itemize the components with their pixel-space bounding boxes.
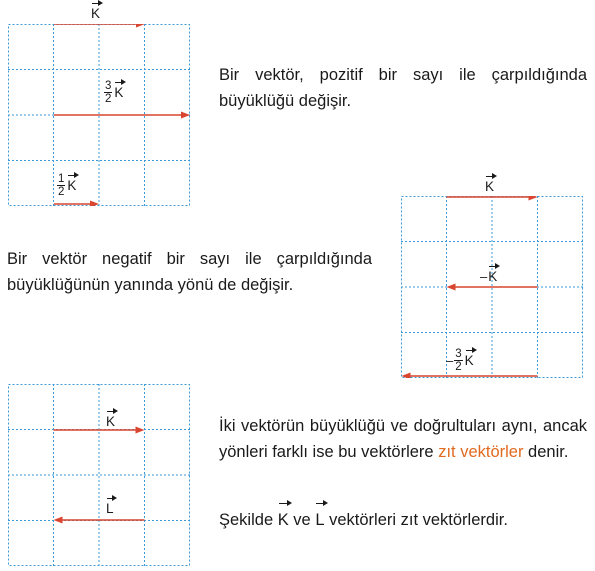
vector-half-k-arrow: [54, 201, 99, 207]
label-l: L: [106, 501, 114, 516]
figure-opposite-vectors: [8, 384, 190, 566]
grid-3: [8, 384, 190, 566]
vector-minus-three-halves-k-arrow: [402, 373, 538, 379]
paragraph-negative-scalar: Bir vektör negatif bir sayı ile çarpıldığında büyüklüğünün yanında yönü de değişir.: [7, 250, 372, 294]
grid-1: [8, 24, 190, 206]
label-k-2: K: [485, 179, 495, 194]
label-three-halves-k: $\frac{3}{2}$ K: [105, 80, 124, 105]
paragraph-opposite-vectors: İki vektörün büyüklüğü ve doğrultuları aynı, ancak yönleri farklı ise bu vektörlere zıt vektörler denir.: [219, 417, 587, 461]
paragraph-positive-scalar: Bir vektör, pozitif bir sayı ile çarpıldığında büyüklüğü değişir.: [219, 66, 587, 110]
label-k: K: [91, 6, 101, 21]
label-half-k: $\frac{1}{2}$ K: [58, 173, 77, 198]
label-minus-three-halves-k: – $\frac{3}{2}$ K: [446, 348, 474, 373]
figure-positive-scalar: [8, 24, 190, 206]
figure-negative-scalar: [401, 196, 583, 378]
vector-three-halves-k-arrow: [54, 112, 190, 119]
vector-k-arrow: [447, 196, 538, 201]
paragraph-example: Şekilde K ve L vektörleri zıt vektörlerdir.: [219, 507, 587, 533]
grid-2: [401, 196, 583, 378]
label-minus-k: – K: [480, 269, 498, 284]
term-opposite-vectors: zıt vektörler: [438, 443, 524, 461]
label-k-3: K: [106, 414, 116, 429]
